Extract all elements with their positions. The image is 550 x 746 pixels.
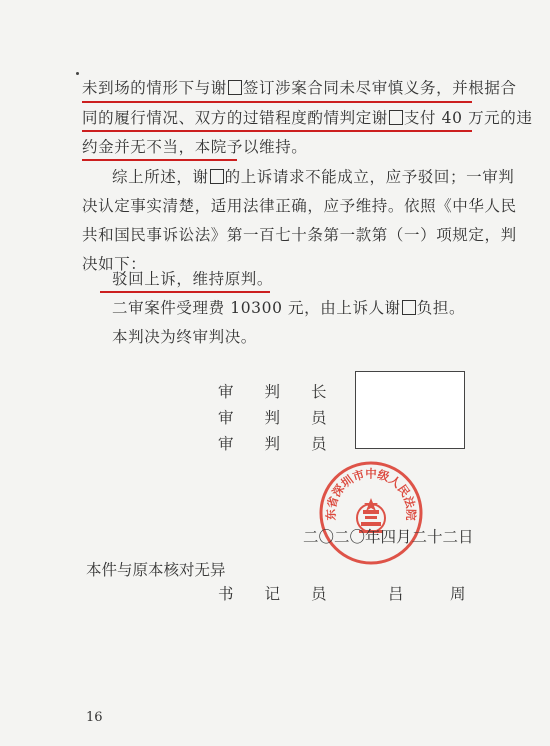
red-underline xyxy=(100,291,270,293)
text-segment: 综上所述，谢 xyxy=(112,168,209,186)
redaction-box xyxy=(210,169,224,184)
judge-label: 审 判 员 xyxy=(218,435,327,453)
margin-mark xyxy=(76,72,79,75)
verification-note: 本件与原本核对无异 xyxy=(86,561,226,579)
text-segment: 约金并无不当，本院予以维持。 xyxy=(82,138,308,156)
paragraph-line: 本判决为终审判决。 xyxy=(112,328,257,346)
text-segment: 二审案件受理费 10300 元，由上诉人谢 xyxy=(112,299,401,317)
page-number: 16 xyxy=(86,710,103,725)
text-segment: 支付 40 万元的违 xyxy=(403,109,533,127)
paragraph-line xyxy=(82,108,532,128)
red-underline xyxy=(82,101,472,103)
text-segment: 同的履行情况、双方的过错程度酌情判定谢 xyxy=(82,109,388,127)
text-segment: 未到场的情形下与谢 xyxy=(82,79,227,97)
redaction-box xyxy=(402,300,416,315)
text-segment: 签订涉案合同未尽审慎义务，并根据合 xyxy=(242,79,517,97)
paragraph-line xyxy=(82,137,307,157)
red-underline xyxy=(82,130,472,132)
red-underline xyxy=(82,159,237,161)
redaction-box xyxy=(228,80,242,95)
paragraph-line: 决认定事实清楚，适用法律正确，应予维持。依照《中华人民 xyxy=(82,197,517,215)
text-segment: 的上诉请求不能成立，应予驳回；一审判 xyxy=(224,168,515,186)
paragraph-line xyxy=(112,167,514,187)
paragraph-line xyxy=(82,78,517,98)
court-seal xyxy=(318,460,424,566)
paragraph-line xyxy=(112,298,465,318)
presiding-judge-label: 审 判 长 xyxy=(218,383,327,401)
text-segment: 负担。 xyxy=(416,299,466,317)
paragraph-line: 决如下： xyxy=(82,255,147,273)
redaction-box xyxy=(389,110,403,125)
judgment-date: 二〇二〇年四月二十二日 xyxy=(303,528,474,546)
paragraph-line: 共和国民事诉讼法》第一百七十条第一款第（一）项规定，判 xyxy=(82,226,517,244)
judge-label: 审 判 员 xyxy=(218,409,327,427)
redacted-names-box xyxy=(355,371,465,449)
judgment-line: 驳回上诉，维持原判。 xyxy=(112,270,274,288)
clerk-label: 书 记 员 xyxy=(218,585,327,603)
svg-text:东省深圳市中级人民法院: 东省深圳市中级人民法院 xyxy=(323,466,419,521)
clerk-name: 吕 周 xyxy=(388,585,466,603)
